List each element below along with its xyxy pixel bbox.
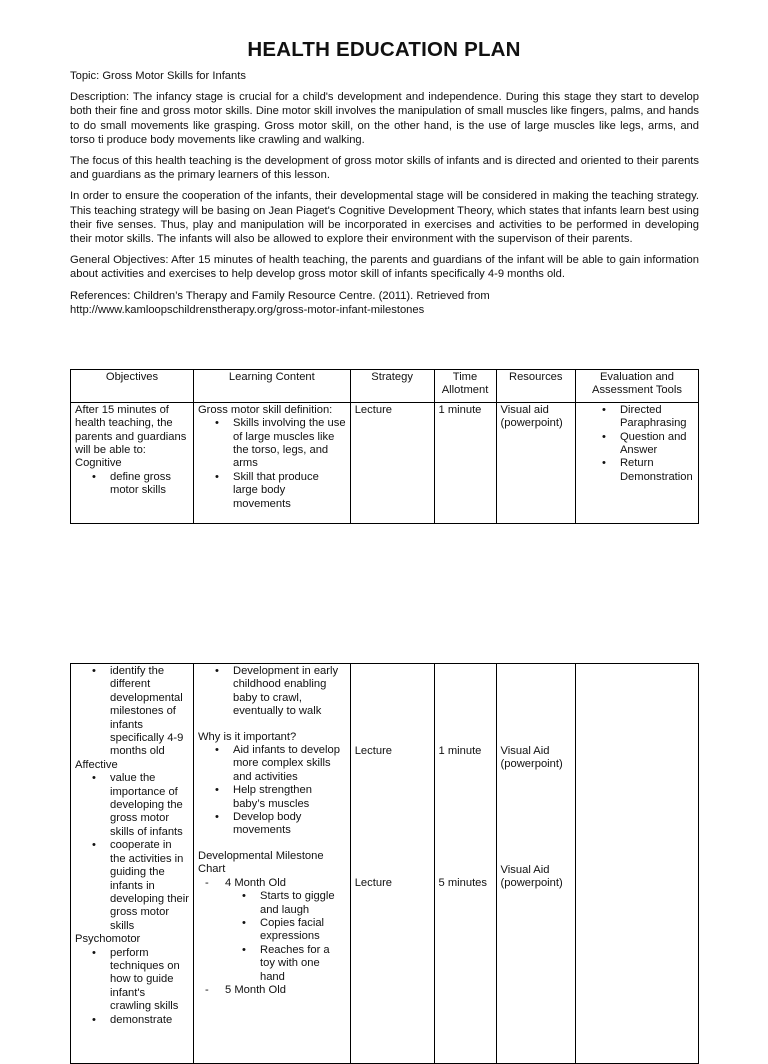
time-cell: 1 minute <box>434 402 496 523</box>
month-4-label: 4 Month Old <box>224 876 286 889</box>
resources-cell <box>496 664 575 1064</box>
strategy-cell <box>350 664 434 1064</box>
evaluation-cell <box>575 402 698 523</box>
list-item: • Develop body movements <box>233 811 346 838</box>
time-value: 1 minute <box>438 745 482 757</box>
plan-table-2 <box>70 663 699 1064</box>
focus-paragraph: The focus of this health teaching is the development of gross motor skills of infants and is directed and oriented to their parents and guardians as the primary learners of this lesson. <box>70 155 699 182</box>
document-body <box>70 69 699 317</box>
evaluation-list <box>580 404 694 484</box>
list-item: • Directed Paraphrasing <box>620 404 694 431</box>
description-paragraph: Description: The infancy stage is crucial for a child's development and independence. During this stage they start to develop both their fine and gross motor skills. Dine motor skill involves the manipulation of small muscles like fingers, palms, and hands to do small movements like grasping. Gross motor skill, on the other hand, is the use of large muscles like legs, arms, and torso ti produce body movements like crawling and walking. <box>70 91 699 146</box>
learning-content-cell <box>193 664 350 1064</box>
list-item: • Development in early childhood enabling baby to crawl, eventually to walk <box>233 665 346 719</box>
strategy-paragraph: In order to ensure the cooperation of the infants, their developmental stage will be considered in making the teaching strategy. This teaching strategy will be basing on Jean Piaget's Cognitive Development Theory, which states that infants learn best using their five senses. Thus, play and manipulation will be incorporated in exercises and activities to be performed in developing their motor skills. The infants will also be allowed to explore their environment with the supervison of their parents. <box>70 190 699 246</box>
learning-content-cell <box>193 402 350 523</box>
header-resources: Resources <box>496 370 575 403</box>
time-cell <box>434 664 496 1064</box>
affective-label: Affective <box>75 758 118 771</box>
strategy-value: Lecture <box>354 745 393 757</box>
resources-value: Visual Aid (powerpoint) <box>500 863 563 890</box>
references-url: http://www.kamloopschildrenstherapy.org/gross-motor-infant-milestones <box>70 303 425 316</box>
list-item: • Reaches for a toy with one hand <box>260 944 346 984</box>
plan-table-1 <box>70 369 699 524</box>
table-row <box>71 402 699 523</box>
month-4-list <box>225 890 346 984</box>
milestone-list <box>198 877 346 998</box>
cognitive-label: Cognitive <box>75 457 122 470</box>
affective-list <box>75 772 189 933</box>
list-item: • identify the different developmental milestones of infants specifically 4-9 months old <box>110 665 189 759</box>
cognitive-list <box>75 471 189 498</box>
list-item: • Copies facial expressions <box>260 917 346 944</box>
list-item: • Aid infants to develop more complex skills and activities <box>233 744 346 784</box>
list-item: • Help strengthen baby’s muscles <box>233 784 346 811</box>
general-objectives-paragraph: General Objectives: After 15 minutes of health teaching, the parents and guardians of the infant will be able to gain information about activities and exercises to help develop gross motor skill of infants specifically 4-9 months old. <box>70 254 699 281</box>
psychomotor-list <box>75 947 189 1027</box>
table-row <box>71 664 699 1064</box>
references <box>70 289 699 317</box>
resources-value: Visual Aid (powerpoint) <box>500 745 563 771</box>
list-item: • Return Demonstration <box>620 457 694 484</box>
time-value: 5 minutes <box>438 877 488 890</box>
header-evaluation: Evaluation and Assessment Tools <box>575 370 698 403</box>
objectives-cell <box>71 402 194 523</box>
list-item: - 5 Month Old <box>225 984 346 997</box>
list-item: • Skill that produce large body movements <box>233 471 346 511</box>
objectives-cell <box>71 664 194 1064</box>
references-citation: References: Children’s Therapy and Family Resource Centre. (2011). Retrieved from <box>70 289 490 302</box>
list-item: • value the importance of developing the gross motor skills of infants <box>110 772 189 839</box>
list-item: • demonstrate <box>110 1014 189 1027</box>
topic-line: Topic: Gross Motor Skills for Infants <box>70 70 246 82</box>
strategy-value: Lecture <box>354 877 393 890</box>
psychomotor-label: Psychomotor <box>75 933 141 946</box>
header-time-allotment: Time Allotment <box>434 370 496 403</box>
milestone-heading: Developmental Milestone Chart <box>197 849 324 876</box>
header-strategy: Strategy <box>350 370 434 403</box>
list-item: • perform techniques on how to guide infant's crawling skills <box>110 947 189 1014</box>
content-heading: Gross motor skill definition: <box>197 403 333 416</box>
content-list <box>198 665 346 719</box>
list-item: • Question and Answer <box>620 431 694 458</box>
list-item: • Starts to giggle and laugh <box>260 890 346 917</box>
list-item: • Skills involving the use of large muscles like the torso, legs, and arms <box>233 417 346 471</box>
objectives-list <box>75 665 189 759</box>
table-header-row <box>71 370 699 403</box>
header-objectives: Objectives <box>71 370 194 403</box>
content-list <box>198 417 346 511</box>
objectives-intro: After 15 minutes of health teaching, the parents and guardians will be able to: <box>75 403 187 457</box>
evaluation-cell <box>575 664 698 1064</box>
page-title: HEALTH EDUCATION PLAN <box>247 38 521 61</box>
list-item: • cooperate in the activities in guiding the infants in developing their gross motor skills <box>110 839 189 933</box>
list-item <box>225 877 346 984</box>
why-list <box>198 744 346 838</box>
strategy-cell: Lecture <box>350 402 434 523</box>
resources-cell: Visual aid (powerpoint) <box>496 402 575 523</box>
why-heading: Why is it important? <box>197 730 297 743</box>
header-learning-content: Learning Content <box>193 370 350 403</box>
list-item: • define gross motor skills <box>110 471 189 498</box>
